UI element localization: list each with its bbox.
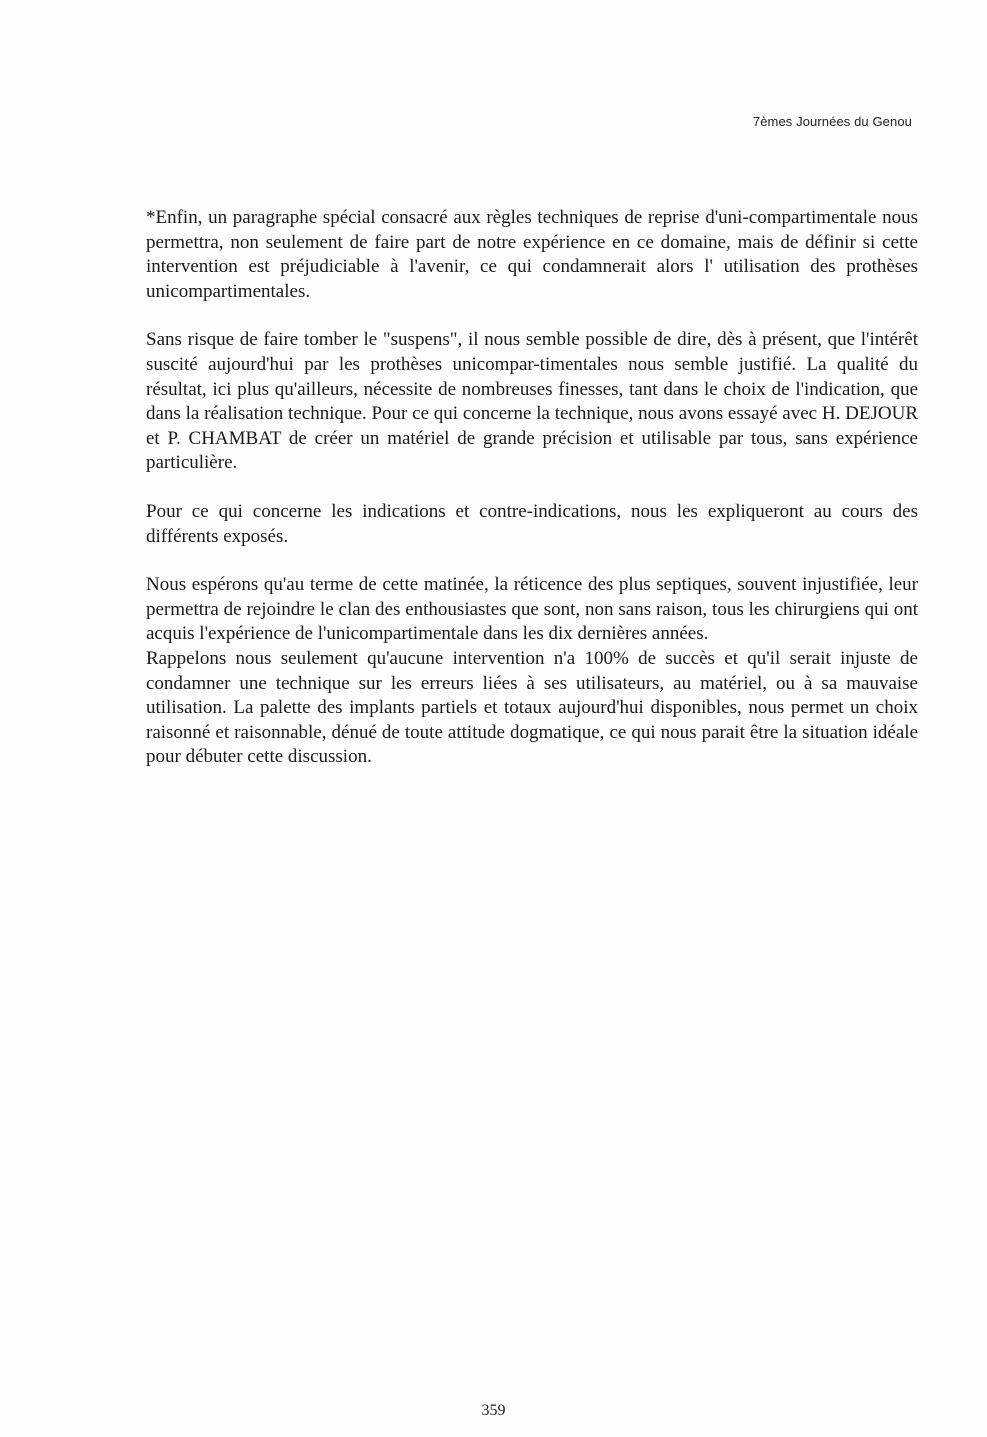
paragraph-rappelons: Rappelons nous seulement qu'aucune intervention n'a 100% de succès et qu'il serait injuste de condamner une technique sur les erreurs liées à ses utilisateurs, au matériel, ou à sa mauvaise utilisation. La palette des implants partiels et totaux aujourd'hui disponibles, nous permet un choix raisonné et raisonnable, dénué de toute attitude dogmatique, ce qui nous parait être la situation idéale pour débuter cette discussion. — [146, 647, 918, 768]
paragraph-esperons: Nous espérons qu'au terme de cette matinée, la réticence des plus septiques, souvent injustifiée, leur permettra de rejoindre le clan des enthousiastes que sont, non sans raison, tous les chirurgiens qui ont acquis l'expérience de l'unicompartimentale dans les dix dernières années. — [146, 574, 918, 645]
running-header: 7èmes Journées du Genou — [752, 114, 912, 129]
paragraph-reprise: *Enfin, un paragraphe spécial consacré aux règles techniques de reprise d'uni-compartimentale nous permettra, non seulement de faire part de notre expérience en ce domaine, mais de définir si cette intervention est préjudiciable à l'avenir, ce qui condamnerait alors l' utilisation des prothèses unicompartimentales. — [146, 207, 918, 302]
paragraph-indications: Pour ce qui concerne les indications et contre-indications, nous les expliqueront au cours des différents exposés. — [146, 500, 918, 547]
page-number: 359 — [481, 1402, 506, 1419]
body-text — [146, 206, 918, 794]
paragraph-suspens: Sans risque de faire tomber le "suspens", il nous semble possible de dire, dès à présent, que l'intérêt suscité aujourd'hui par les prothèses unicompar-timentales nous semble justifié. La qualité du résultat, ici plus qu'ailleurs, nécessite de nombreuses finesses, tant dans le choix de l'indication, que dans la réalisation technique. Pour ce qui concerne la technique, nous avons essayé avec H. DEJOUR et P. CHAMBAT de créer un matériel de grande précision et utilisable par tous, sans expérience particulière. — [146, 329, 918, 474]
